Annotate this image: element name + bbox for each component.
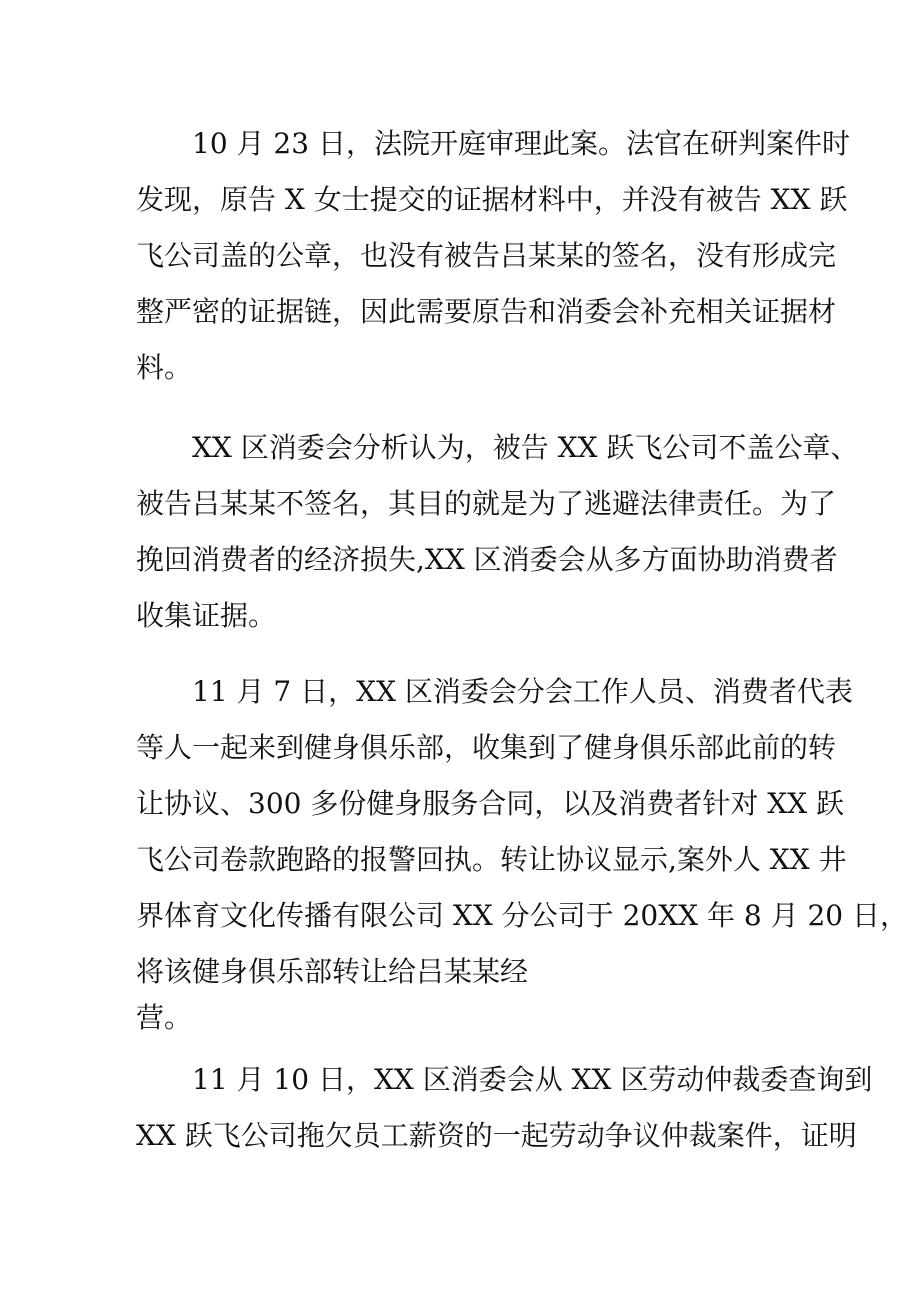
paragraph-4-line-1: 11 月 10 日，XX 区消委会从 XX 区劳动仲裁委查询到 <box>192 1063 873 1096</box>
paragraph-3-line-3: 让协议、300 多份健身服务合同，以及消费者针对 XX 跃 <box>136 787 845 820</box>
paragraph-3-line-1: 11 月 7 日，XX 区消委会分会工作人员、消费者代表 <box>192 675 853 708</box>
paragraph-1-line-2: 发现，原告 X 女士提交的证据材料中，并没有被告 XX 跃 <box>136 183 848 216</box>
paragraph-2-line-2: 被告吕某某不签名，其目的就是为了逃避法律责任。为了 <box>136 487 837 520</box>
paragraph-3-line-5: 界体育文化传播有限公司 XX 分公司于 20XX 年 8 月 20 日， <box>136 899 909 932</box>
paragraph-3-line-2: 等人一起来到健身俱乐部，收集到了健身俱乐部此前的转 <box>136 731 837 764</box>
paragraph-2-line-1: XX 区消委会分析认为，被告 XX 跃飞公司不盖公章、 <box>192 431 859 464</box>
paragraph-3-line-6: 将该健身俱乐部转让给吕某某经 <box>136 955 529 988</box>
paragraph-1-line-5: 料。 <box>136 351 193 384</box>
paragraph-1-line-1: 10 月 23 日，法院开庭审理此案。法官在研判案件时 <box>192 127 850 160</box>
paragraph-2-line-4: 收集证据。 <box>136 599 277 632</box>
paragraph-1-line-3: 飞公司盖的公章，也没有被告吕某某的签名，没有形成完 <box>136 239 837 272</box>
paragraph-3-line-4: 飞公司卷款跑路的报警回执。转让协议显示,案外人 XX 井 <box>136 843 847 876</box>
paragraph-1-line-4: 整严密的证据链，因此需要原告和消委会补充相关证据材 <box>136 295 837 328</box>
paragraph-2-line-3: 挽回消费者的经济损失,XX 区消委会从多方面协助消费者 <box>136 543 838 576</box>
paragraph-3-line-7: 营。 <box>136 1001 193 1034</box>
paragraph-4-line-2: XX 跃飞公司拖欠员工薪资的一起劳动争议仲裁案件，证明 <box>136 1119 857 1152</box>
